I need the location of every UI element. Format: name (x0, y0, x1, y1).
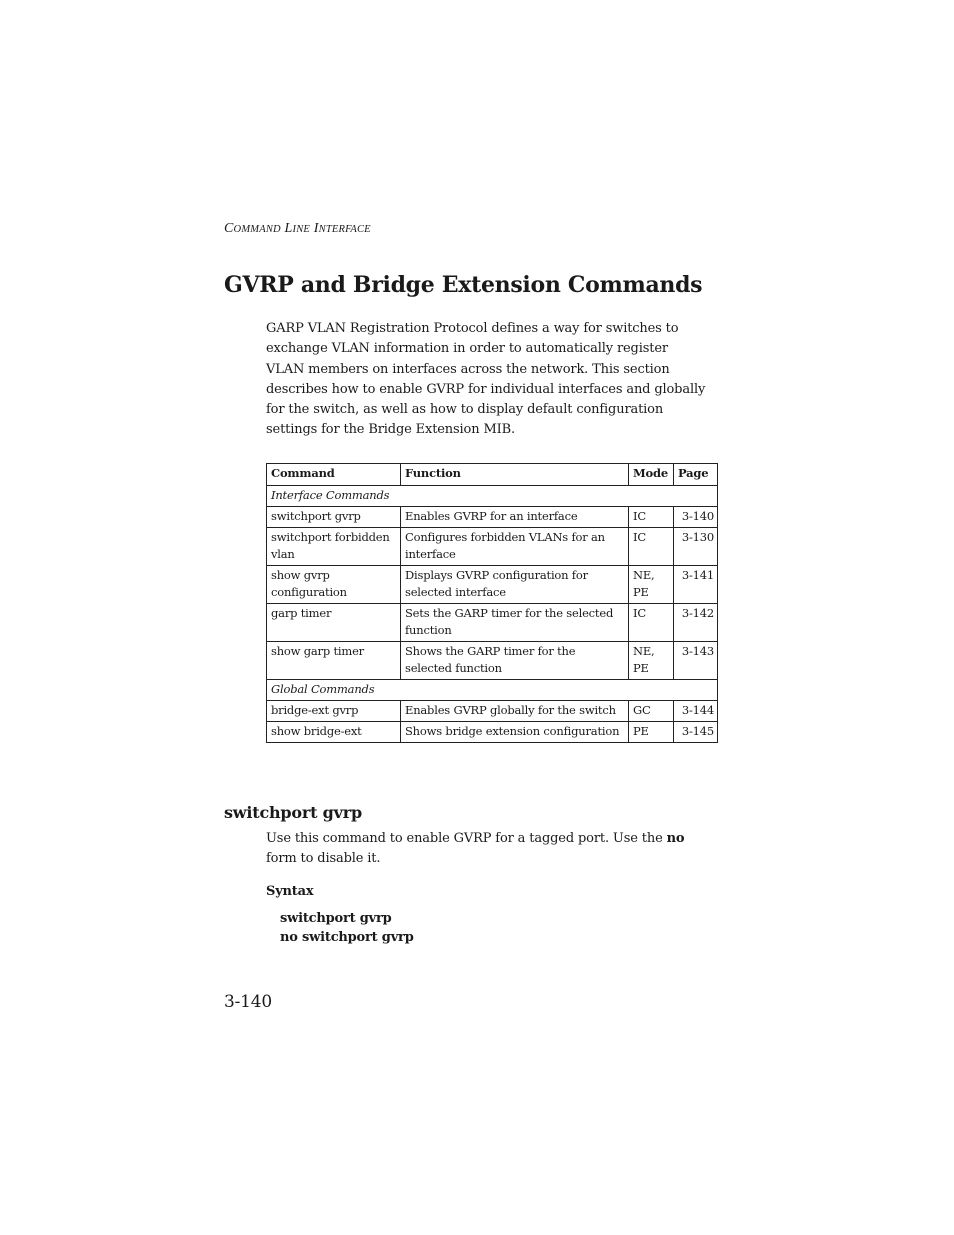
header-function: Function (401, 464, 629, 486)
cell-function: Shows the GARP timer for the selected function (401, 642, 629, 680)
cell-command: switchport forbidden vlan (267, 528, 401, 566)
cell-function: Displays GVRP configuration for selected interface (401, 566, 629, 604)
cell-mode: IC (629, 507, 674, 528)
running-header (224, 221, 371, 237)
cell-page: 3-143 (674, 642, 718, 680)
page-number: 3-140 (224, 992, 273, 1012)
table-group-row (267, 486, 718, 507)
cell-page: 3-130 (674, 528, 718, 566)
group-label-interface: Interface Commands (267, 486, 718, 507)
table-group-row (267, 680, 718, 701)
cell-page: 3-144 (674, 701, 718, 722)
section-heading: switchport gvrp (224, 803, 362, 822)
table-row (267, 528, 718, 566)
cell-function: Shows bridge extension configuration (401, 722, 629, 743)
cell-function: Enables GVRP for an interface (401, 507, 629, 528)
cell-command: garp timer (267, 604, 401, 642)
cell-page: 3-141 (674, 566, 718, 604)
cell-mode: PE (629, 722, 674, 743)
description-text: Use this command to enable GVRP for a tagged port. Use the (266, 831, 667, 846)
table-row (267, 507, 718, 528)
table-row (267, 642, 718, 680)
cell-command: show garp timer (267, 642, 401, 680)
section-description (266, 829, 716, 869)
description-text: form to disable it. (266, 851, 381, 866)
syntax-line: switchport gvrp (280, 911, 392, 926)
cell-mode: NE, PE (629, 642, 674, 680)
intro-paragraph: GARP VLAN Registration Protocol defines a way for switches to exchange VLAN information in order to automatically register VLAN members on interfaces across the network. This section describes how to enable GVRP for individual interfaces and globally for the switch, as well as how to display default configuration settings for the Bridge Extension MIB. (266, 321, 706, 438)
cell-command: switchport gvrp (267, 507, 401, 528)
running-header-smallcaps: OMMAND (233, 224, 281, 235)
running-header-cap: I (313, 221, 319, 236)
syntax-line: no switchport gvrp (280, 930, 414, 945)
cell-function: Enables GVRP globally for the switch (401, 701, 629, 722)
header-page: Page (674, 464, 718, 486)
table-header-row (267, 464, 718, 486)
table-row (267, 722, 718, 743)
running-header-smallcaps: INE (292, 224, 311, 235)
running-header-smallcaps: NTERFACE (318, 224, 371, 235)
table-row (267, 604, 718, 642)
table-row (267, 566, 718, 604)
cell-mode: NE, PE (629, 566, 674, 604)
cell-page: 3-142 (674, 604, 718, 642)
cell-function: Configures forbidden VLANs for an interface (401, 528, 629, 566)
cell-function: Sets the GARP timer for the selected function (401, 604, 629, 642)
cell-mode: IC (629, 604, 674, 642)
cell-command: show gvrp configuration (267, 566, 401, 604)
header-command: Command (267, 464, 401, 486)
syntax-label: Syntax (266, 884, 314, 899)
cell-mode: GC (629, 701, 674, 722)
group-label-global: Global Commands (267, 680, 718, 701)
cell-mode: IC (629, 528, 674, 566)
cell-command: bridge-ext gvrp (267, 701, 401, 722)
cell-command: show bridge-ext (267, 722, 401, 743)
description-keyword: no (666, 831, 685, 846)
cell-page: 3-140 (674, 507, 718, 528)
page-title: GVRP and Bridge Extension Commands (224, 272, 703, 298)
running-header-cap: L (284, 221, 293, 236)
command-table (266, 463, 718, 743)
header-mode: Mode (629, 464, 674, 486)
cell-page: 3-145 (674, 722, 718, 743)
table-row (267, 701, 718, 722)
running-header-cap: C (224, 221, 234, 236)
